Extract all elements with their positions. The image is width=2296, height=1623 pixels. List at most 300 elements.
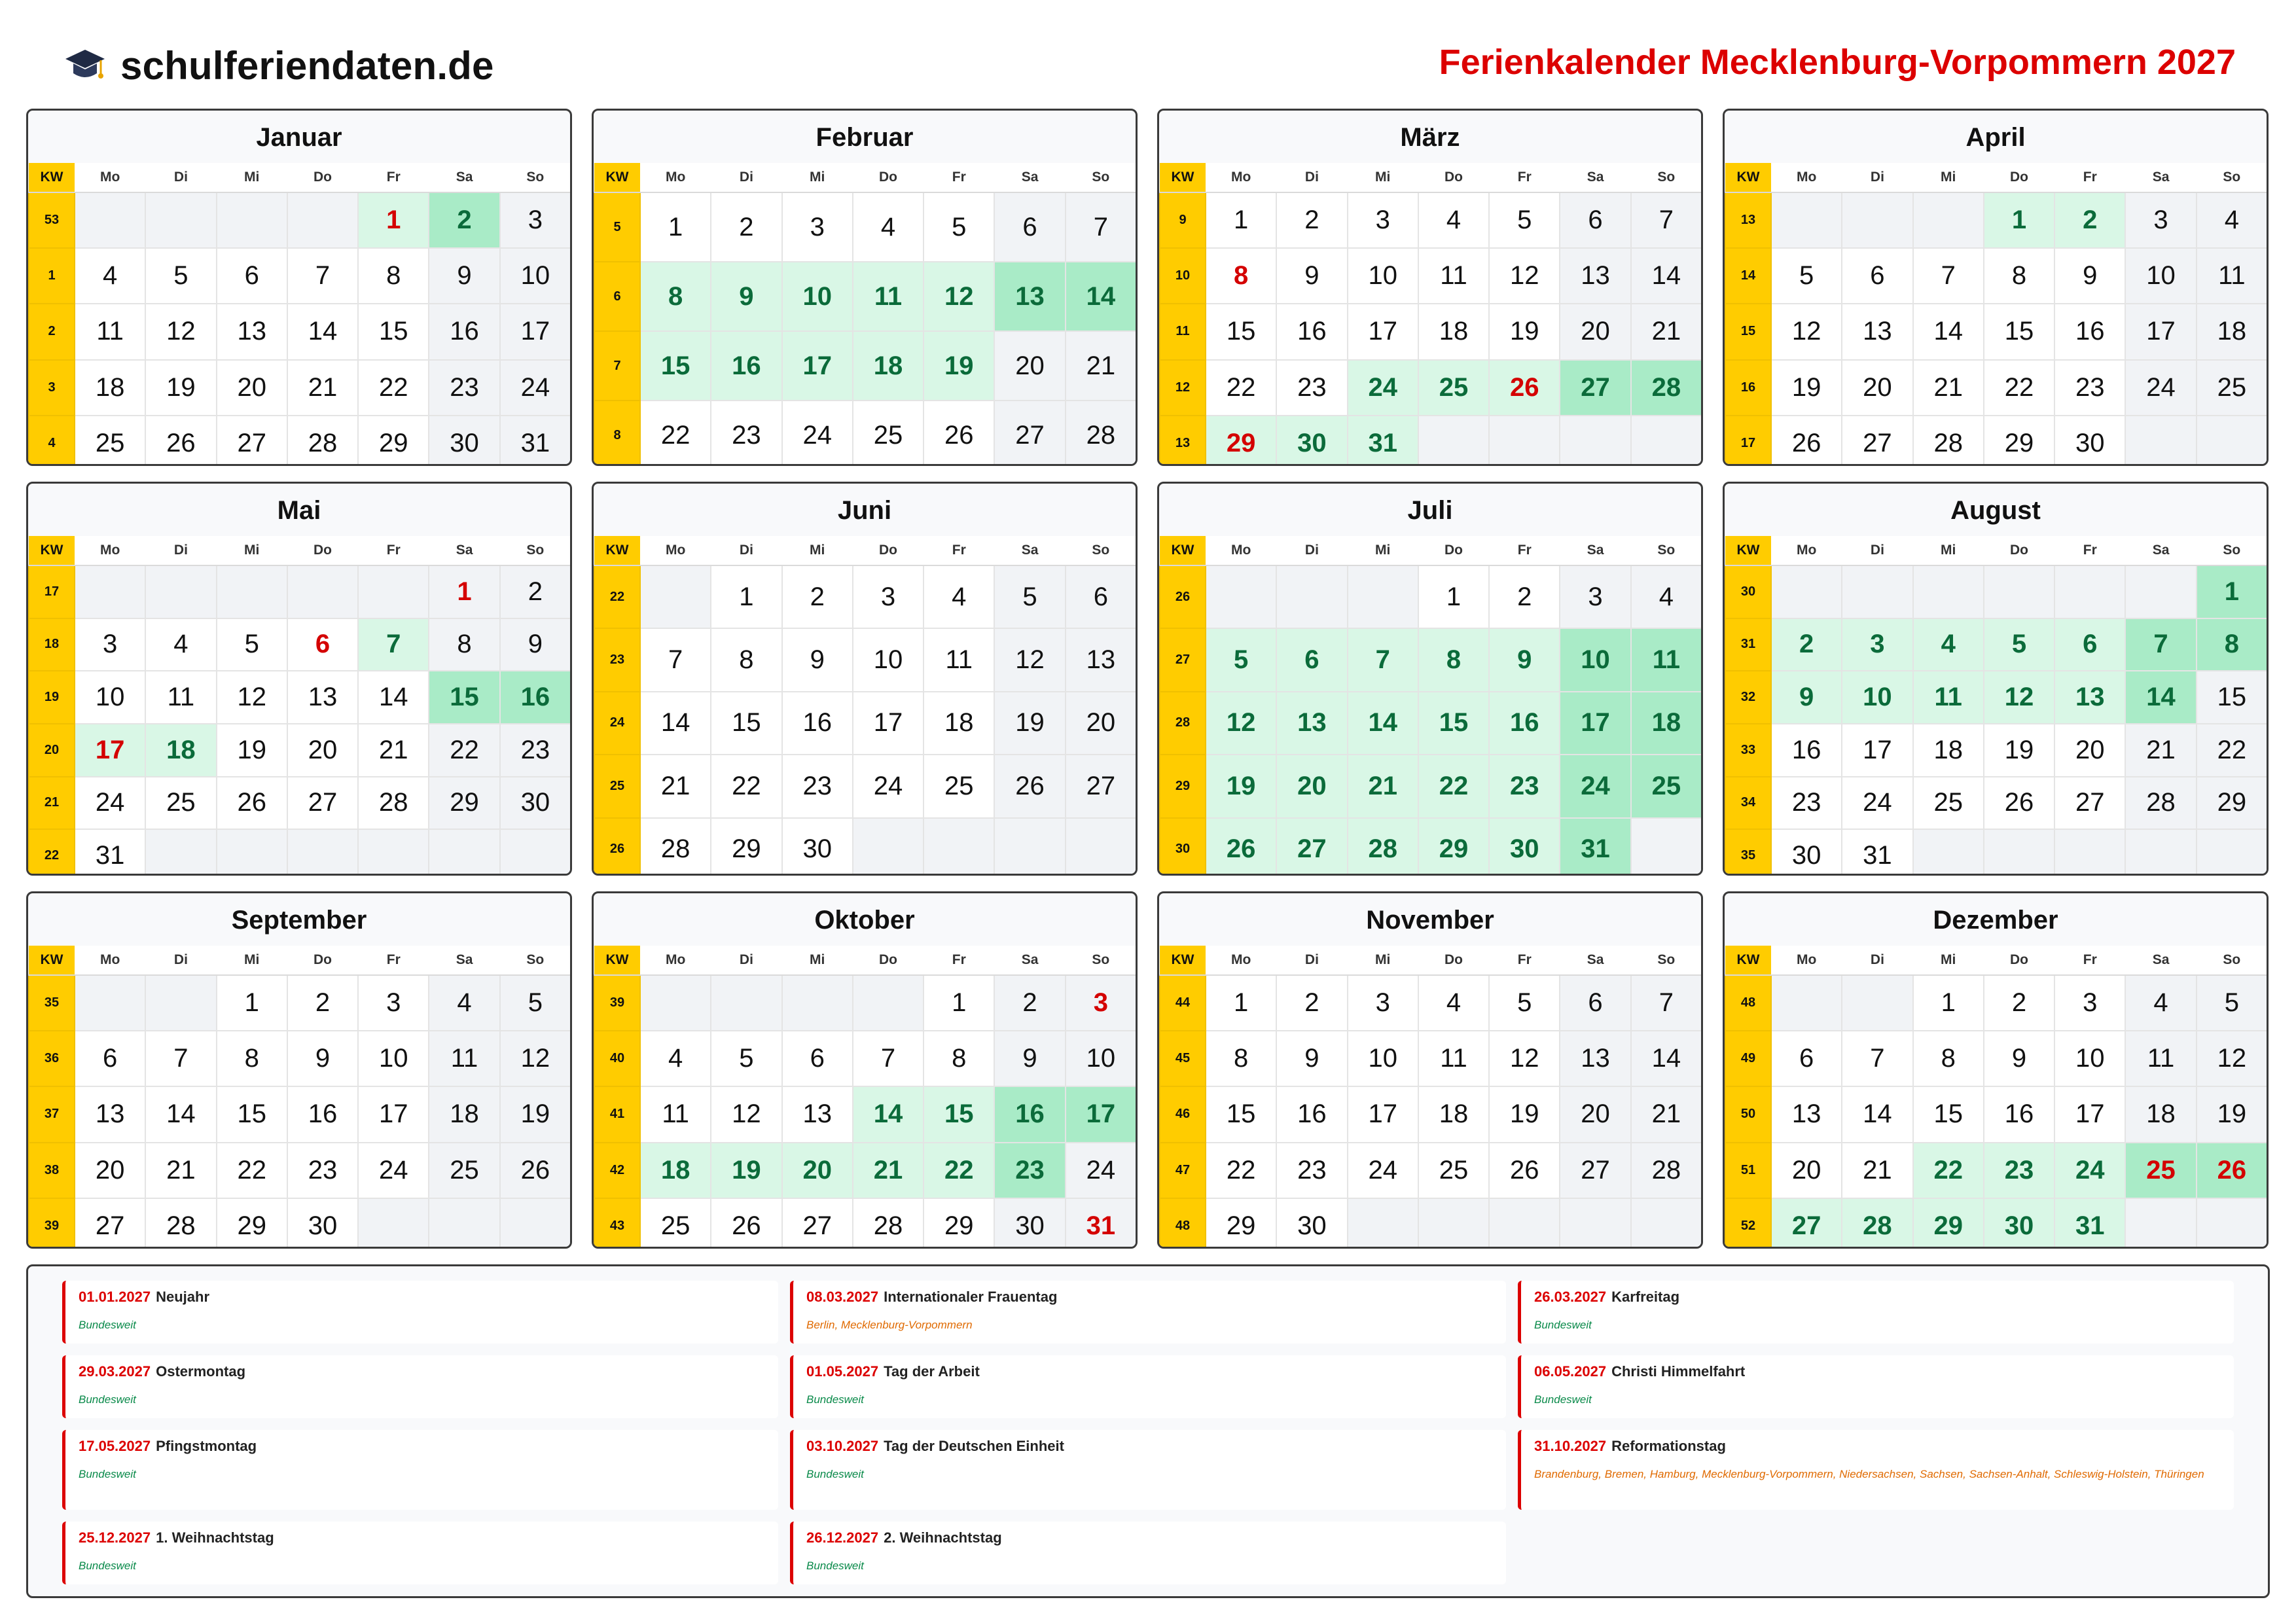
month-title: Juni [837, 496, 892, 525]
day-cell: 7 [640, 628, 711, 691]
day-cell: 13 [1771, 1086, 1842, 1142]
kw-number: 37 [29, 1086, 75, 1142]
weekday-header: Mi [782, 536, 853, 565]
day-cell: 13 [782, 1086, 853, 1142]
week-row [1725, 192, 2267, 248]
weekday-header: Di [711, 536, 781, 565]
holiday-day-cell: 25 [2125, 1143, 2196, 1198]
day-cell: 24 [358, 1143, 429, 1198]
week-row [1160, 304, 1702, 359]
weekday-header: Di [1276, 946, 1347, 975]
weekday-header: So [1066, 163, 1136, 192]
day-cell: 13 [1066, 628, 1136, 691]
vacation-day-cell: 8 [2197, 618, 2267, 671]
day-cell: 22 [1206, 1143, 1276, 1198]
vacation-day-cell: 14 [853, 1086, 924, 1142]
vacation-day-cell: 11 [1913, 671, 1984, 724]
day-cell: 26 [1984, 777, 2054, 830]
kw-number: 30 [1160, 818, 1206, 876]
kw-number: 17 [1725, 416, 1771, 466]
holiday-scope: Brandenburg, Bremen, Hamburg, Mecklenburg-Vorpommern, Niedersachsen, Sachsen, Sachsen-Anhalt, Schleswig-Holstein, Thüringen [1534, 1468, 2204, 1480]
day-cell: 4 [1418, 192, 1489, 248]
kw-number: 11 [1160, 304, 1206, 359]
day-cell: 2 [287, 975, 358, 1031]
empty-day-cell [217, 192, 287, 248]
day-cell: 16 [429, 304, 499, 359]
day-cell: 29 [217, 1198, 287, 1249]
day-cell: 16 [1276, 304, 1347, 359]
kw-number: 22 [29, 829, 75, 876]
month-table [28, 946, 571, 1249]
day-cell: 21 [1631, 304, 1702, 359]
week-row [29, 975, 571, 1031]
week-row [29, 360, 571, 416]
day-cell: 26 [994, 755, 1065, 817]
week-row [29, 248, 571, 304]
week-row [594, 1143, 1136, 1198]
day-cell: 30 [287, 1198, 358, 1249]
week-row [594, 331, 1136, 401]
holiday-title [79, 1363, 766, 1380]
empty-day-cell [145, 829, 216, 876]
weekday-header: Sa [2125, 163, 2196, 192]
empty-day-cell [145, 975, 216, 1031]
vacation-day-cell: 17 [1066, 1086, 1136, 1142]
holiday-entry [790, 1355, 1506, 1418]
vacation-day-cell: 1 [1984, 192, 2054, 248]
kw-number: 39 [594, 975, 640, 1031]
vacation-day-cell: 27 [1560, 360, 1630, 416]
day-cell: 29 [1984, 416, 2054, 466]
empty-day-cell [1066, 818, 1136, 876]
day-cell: 9 [429, 248, 499, 304]
holiday-day-cell: 8 [1206, 248, 1276, 304]
vacation-day-cell: 12 [1984, 671, 2054, 724]
day-cell: 5 [1771, 248, 1842, 304]
holiday-day-cell: 26 [2197, 1143, 2267, 1198]
day-cell: 8 [358, 248, 429, 304]
holiday-date: 29.03.2027 [79, 1363, 151, 1380]
day-cell: 11 [1418, 248, 1489, 304]
day-cell: 15 [711, 692, 781, 755]
weekday-header: Do [287, 536, 358, 565]
kw-number: 23 [594, 628, 640, 691]
day-cell: 22 [217, 1143, 287, 1198]
day-cell: 23 [1276, 360, 1347, 416]
weekday-header: Mi [782, 946, 853, 975]
day-cell: 7 [1913, 248, 1984, 304]
holiday-entry [62, 1522, 778, 1584]
weekday-header: Mi [217, 163, 287, 192]
holiday-legend [26, 1264, 2270, 1598]
day-cell: 2 [500, 565, 571, 618]
day-cell: 3 [853, 565, 924, 628]
week-row [1160, 692, 1702, 755]
weekday-header: Do [287, 163, 358, 192]
day-cell: 2 [994, 975, 1065, 1031]
day-cell: 25 [1913, 777, 1984, 830]
week-row [1725, 1143, 2267, 1198]
holiday-name: Ostermontag [156, 1363, 246, 1380]
holiday-entry [1518, 1430, 2234, 1510]
day-cell: 25 [429, 1143, 499, 1198]
vacation-day-cell: 22 [924, 1143, 994, 1198]
vacation-day-cell: 5 [1206, 628, 1276, 691]
vacation-day-cell: 7 [2125, 618, 2196, 671]
week-row [1160, 1086, 1702, 1142]
day-cell: 19 [1489, 1086, 1560, 1142]
graduation-cap-icon [64, 46, 106, 85]
kw-number: 30 [1725, 565, 1771, 618]
week-row [29, 724, 571, 777]
day-cell: 25 [853, 401, 924, 466]
day-cell: 13 [1842, 304, 1912, 359]
holiday-title [806, 1289, 1494, 1306]
holiday-name: Karfreitag [1611, 1289, 1680, 1305]
empty-day-cell [1913, 565, 1984, 618]
holiday-title [806, 1438, 1494, 1455]
weekday-header: So [1631, 163, 1702, 192]
day-cell: 21 [1913, 360, 1984, 416]
vacation-day-cell: 20 [782, 1143, 853, 1198]
day-cell: 16 [1771, 724, 1842, 777]
day-cell: 15 [1984, 304, 2054, 359]
brand-name: schulferiendaten.de [120, 43, 494, 88]
day-cell: 1 [1913, 975, 1984, 1031]
day-cell: 7 [1631, 192, 1702, 248]
weekday-header: Di [1842, 946, 1912, 975]
vacation-day-cell: 16 [711, 331, 781, 401]
week-row [1160, 818, 1702, 876]
day-cell: 20 [2054, 724, 2125, 777]
kw-number: 24 [594, 692, 640, 755]
vacation-day-cell: 14 [1066, 262, 1136, 331]
day-cell: 18 [429, 1086, 499, 1142]
month-table [1725, 946, 2268, 1249]
day-cell: 29 [711, 818, 781, 876]
day-cell: 11 [1418, 1031, 1489, 1086]
empty-day-cell [1842, 565, 1912, 618]
day-cell: 11 [924, 628, 994, 691]
kw-number: 9 [1160, 192, 1206, 248]
weekday-header: Do [1418, 536, 1489, 565]
kw-header: KW [1725, 536, 1771, 565]
day-cell: 27 [217, 416, 287, 466]
day-cell: 12 [217, 671, 287, 724]
day-cell: 12 [500, 1031, 571, 1086]
holiday-day-cell: 26 [1489, 360, 1560, 416]
holiday-entry [1518, 1281, 2234, 1344]
week-row [1725, 777, 2267, 830]
kw-number: 12 [1160, 360, 1206, 416]
weekday-header: Do [853, 946, 924, 975]
weekday-header: Fr [2054, 163, 2125, 192]
day-cell: 25 [75, 416, 145, 466]
kw-header: KW [594, 163, 640, 192]
empty-day-cell [1348, 1198, 1418, 1249]
empty-day-cell [1276, 565, 1347, 628]
day-cell: 24 [1066, 1143, 1136, 1198]
page-title: Ferienkalender Mecklenburg-Vorpommern 2027 [1439, 43, 2236, 82]
day-cell: 17 [2125, 304, 2196, 359]
weekday-header: Di [1842, 163, 1912, 192]
holiday-title [1534, 1438, 2222, 1455]
empty-day-cell [1771, 565, 1842, 618]
kw-number: 39 [29, 1198, 75, 1249]
kw-number: 48 [1160, 1198, 1206, 1249]
vacation-day-cell: 2 [2054, 192, 2125, 248]
empty-day-cell [711, 975, 781, 1031]
month-juni [592, 482, 1138, 876]
weekday-header: Di [145, 946, 216, 975]
month-oktober [592, 891, 1138, 1249]
empty-day-cell [500, 829, 571, 876]
vacation-day-cell: 11 [1631, 628, 1702, 691]
day-cell: 12 [2197, 1031, 2267, 1086]
weekday-header: Sa [994, 536, 1065, 565]
day-cell: 27 [287, 777, 358, 830]
empty-day-cell [2197, 829, 2267, 876]
vacation-day-cell: 11 [853, 262, 924, 331]
empty-day-cell [1418, 1198, 1489, 1249]
weekday-header: Fr [2054, 536, 2125, 565]
day-cell: 5 [217, 618, 287, 671]
weekday-header: Mo [1771, 946, 1842, 975]
weekday-header: Do [1984, 946, 2054, 975]
empty-day-cell [1984, 829, 2054, 876]
day-cell: 20 [217, 360, 287, 416]
day-cell: 28 [358, 777, 429, 830]
weekday-header: Fr [924, 946, 994, 975]
day-cell: 12 [711, 1086, 781, 1142]
day-cell: 16 [287, 1086, 358, 1142]
month-mai [26, 482, 572, 876]
kw-header: KW [1725, 163, 1771, 192]
day-cell: 7 [853, 1031, 924, 1086]
week-row [1725, 618, 2267, 671]
holiday-date: 03.10.2027 [806, 1438, 879, 1454]
day-cell: 23 [1276, 1143, 1347, 1198]
day-cell: 11 [145, 671, 216, 724]
day-cell: 27 [1560, 1143, 1630, 1198]
empty-day-cell [1206, 565, 1276, 628]
vacation-day-cell: 28 [1842, 1198, 1912, 1249]
day-cell: 27 [1066, 755, 1136, 817]
vacation-day-cell: 18 [1631, 692, 1702, 755]
holiday-name: 1. Weihnachtstag [156, 1529, 274, 1546]
holiday-scope: Bundesweit [1534, 1393, 1592, 1406]
week-row [1725, 1086, 2267, 1142]
day-cell: 26 [711, 1198, 781, 1249]
week-row [1160, 360, 1702, 416]
day-cell: 13 [287, 671, 358, 724]
day-cell: 11 [640, 1086, 711, 1142]
day-cell: 21 [145, 1143, 216, 1198]
day-cell: 6 [994, 192, 1065, 262]
day-cell: 28 [1631, 1143, 1702, 1198]
kw-number: 40 [594, 1031, 640, 1086]
weekday-header: Do [287, 946, 358, 975]
month-title: Dezember [1933, 906, 2058, 935]
empty-day-cell [2125, 565, 2196, 618]
day-cell: 15 [1206, 304, 1276, 359]
kw-header: KW [1160, 946, 1206, 975]
vacation-day-cell: 25 [1631, 755, 1702, 817]
day-cell: 29 [358, 416, 429, 466]
week-row [1725, 416, 2267, 466]
week-row [29, 565, 571, 618]
vacation-day-cell: 15 [924, 1086, 994, 1142]
header [0, 0, 2296, 105]
holiday-title [79, 1529, 766, 1546]
kw-number: 3 [29, 360, 75, 416]
month-title: Januar [256, 123, 342, 152]
week-row [594, 192, 1136, 262]
vacation-day-cell: 21 [853, 1143, 924, 1198]
day-cell: 19 [1489, 304, 1560, 359]
vacation-day-cell: 31 [2054, 1198, 2125, 1249]
day-cell: 5 [145, 248, 216, 304]
vacation-day-cell: 29 [1913, 1198, 1984, 1249]
day-cell: 6 [782, 1031, 853, 1086]
day-cell: 14 [1631, 1031, 1702, 1086]
day-cell: 19 [2197, 1086, 2267, 1142]
empty-day-cell [994, 818, 1065, 876]
month-september [26, 891, 572, 1249]
day-cell: 24 [1842, 777, 1912, 830]
holiday-scope: Bundesweit [79, 1393, 136, 1406]
weekday-header: So [1066, 946, 1136, 975]
day-cell: 28 [145, 1198, 216, 1249]
day-cell: 18 [1418, 1086, 1489, 1142]
day-cell: 1 [217, 975, 287, 1031]
month-title: September [231, 906, 367, 935]
holiday-entry [62, 1281, 778, 1344]
vacation-day-cell: 31 [1348, 416, 1418, 466]
empty-day-cell [145, 565, 216, 618]
day-cell: 10 [75, 671, 145, 724]
week-row [1725, 724, 2267, 777]
day-cell: 8 [924, 1031, 994, 1086]
week-row [1725, 248, 2267, 304]
kw-number: 13 [1160, 416, 1206, 466]
weekday-header: Sa [429, 536, 499, 565]
week-row [1160, 192, 1702, 248]
month-table [28, 163, 571, 466]
kw-header: KW [29, 536, 75, 565]
day-cell: 26 [500, 1143, 571, 1198]
kw-number: 10 [1160, 248, 1206, 304]
weekday-header: Do [1418, 163, 1489, 192]
day-cell: 22 [358, 360, 429, 416]
holiday-scope: Bundesweit [79, 1468, 136, 1480]
kw-number: 33 [1725, 724, 1771, 777]
holiday-scope: Bundesweit [806, 1560, 864, 1572]
day-cell: 13 [1560, 1031, 1630, 1086]
empty-day-cell [358, 829, 429, 876]
month-table [594, 536, 1137, 876]
day-cell: 16 [2054, 304, 2125, 359]
day-cell: 9 [782, 628, 853, 691]
day-cell: 12 [145, 304, 216, 359]
kw-number: 5 [594, 192, 640, 262]
holiday-name: Tag der Deutschen Einheit [884, 1438, 1064, 1454]
weekday-header: Do [1418, 946, 1489, 975]
day-cell: 16 [1984, 1086, 2054, 1142]
vacation-day-cell: 23 [1984, 1143, 2054, 1198]
day-cell: 6 [1560, 192, 1630, 248]
month-title: Mai [277, 496, 321, 525]
day-cell: 21 [1631, 1086, 1702, 1142]
week-row [594, 975, 1136, 1031]
day-cell: 10 [1348, 1031, 1418, 1086]
kw-header: KW [29, 163, 75, 192]
day-cell: 25 [1418, 1143, 1489, 1198]
vacation-day-cell: 30 [1984, 1198, 2054, 1249]
holiday-title [806, 1529, 1494, 1546]
day-cell: 8 [217, 1031, 287, 1086]
vacation-day-cell: 2 [1771, 618, 1842, 671]
holiday-date: 08.03.2027 [806, 1289, 879, 1305]
brand[interactable] [64, 39, 494, 92]
kw-number: 32 [1725, 671, 1771, 724]
month-table [594, 163, 1137, 466]
weekday-header: Mo [75, 163, 145, 192]
day-cell: 24 [1348, 1143, 1418, 1198]
weekday-header: Mo [1771, 163, 1842, 192]
day-cell: 17 [358, 1086, 429, 1142]
holiday-name: Neujahr [156, 1289, 210, 1305]
day-cell: 31 [1842, 829, 1912, 876]
vacation-day-cell: 6 [2054, 618, 2125, 671]
day-cell: 24 [853, 755, 924, 817]
week-row [1160, 565, 1702, 628]
holiday-name: Internationaler Frauentag [884, 1289, 1058, 1305]
day-cell: 26 [1489, 1143, 1560, 1198]
day-cell: 17 [1842, 724, 1912, 777]
day-cell: 15 [2197, 671, 2267, 724]
day-cell: 8 [711, 628, 781, 691]
holiday-date: 26.12.2027 [806, 1529, 879, 1546]
day-cell: 8 [1206, 1031, 1276, 1086]
kw-header: KW [594, 536, 640, 565]
day-cell: 26 [145, 416, 216, 466]
week-row [29, 1143, 571, 1198]
week-row [1160, 1031, 1702, 1086]
holiday-title [1534, 1289, 2222, 1306]
week-row [1160, 248, 1702, 304]
vacation-day-cell: 15 [640, 331, 711, 401]
weekday-header: Fr [1489, 163, 1560, 192]
day-cell: 28 [1066, 401, 1136, 466]
day-cell: 25 [924, 755, 994, 817]
day-cell: 21 [1842, 1143, 1912, 1198]
day-cell: 27 [2054, 777, 2125, 830]
week-row [29, 416, 571, 466]
kw-number: 4 [29, 416, 75, 466]
day-cell: 5 [1489, 975, 1560, 1031]
day-cell: 8 [1984, 248, 2054, 304]
vacation-day-cell: 27 [1276, 818, 1347, 876]
kw-header: KW [594, 946, 640, 975]
day-cell: 26 [217, 777, 287, 830]
weekday-header: Mo [1206, 163, 1276, 192]
day-cell: 1 [1418, 565, 1489, 628]
kw-number: 19 [29, 671, 75, 724]
day-cell: 5 [500, 975, 571, 1031]
kw-number: 43 [594, 1198, 640, 1249]
holiday-name: Christi Himmelfahrt [1611, 1363, 1746, 1380]
